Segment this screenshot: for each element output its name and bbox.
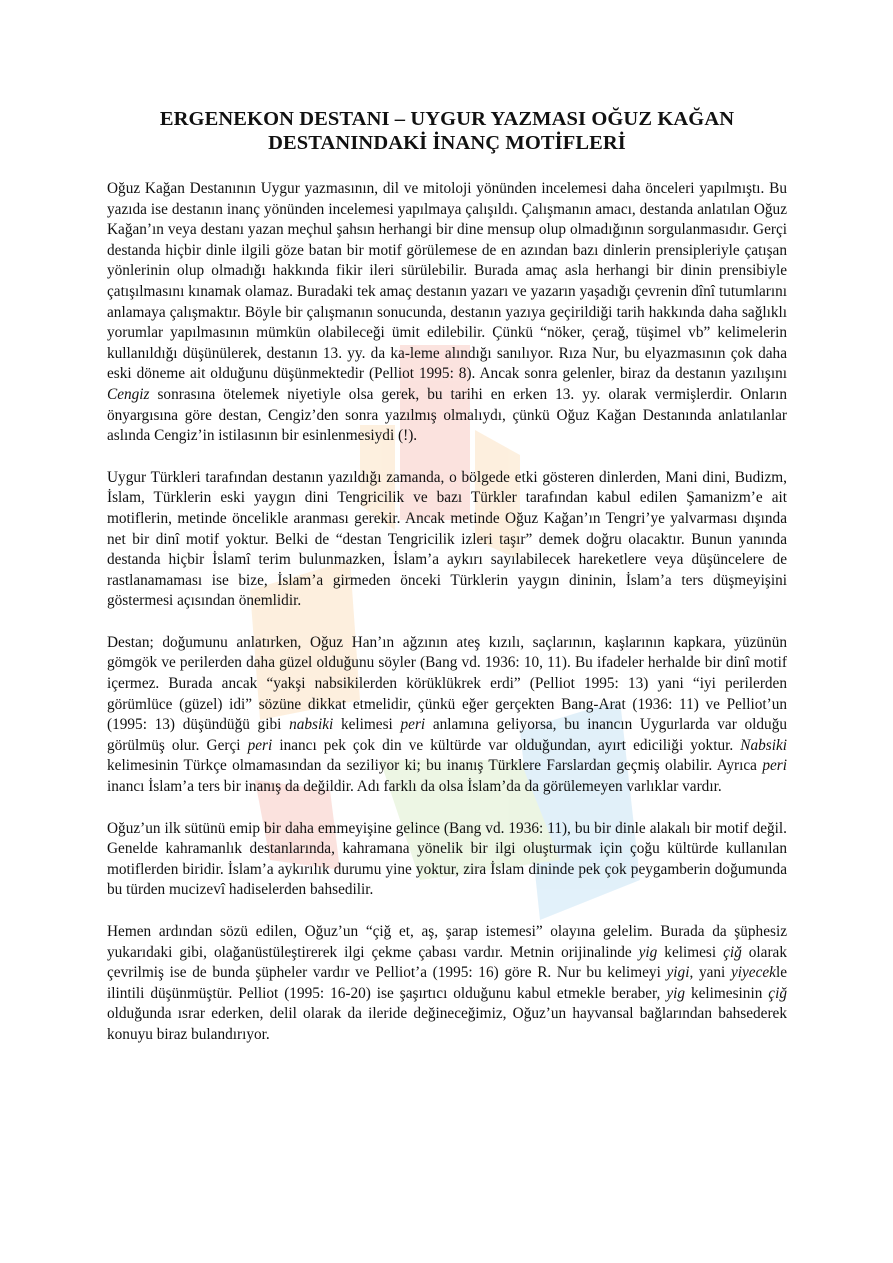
text-run: kelimesinin Türkçe olmamasından da seziliyor ki; bu inanış Türklere Farslardan geçmiş olabilir. Ayrıca [107,757,763,775]
paragraph [107,468,787,612]
italic-term: peri [247,736,273,754]
text-run: Oğuz Kağan Destanının Uygur yazmasının, dil ve mitoloji yönünden incelemesi daha önceleri yapılmıştı. Bu yazıda ise destanın inanç yönünden incelemesi yapılmaya çalışıldı. Çalışmanın amacı, destanda anlatılan Oğuz Kağan’ın veya destanı yazan meçhul şahsın herhangi bir dine mensup olup olmadığının sorgulanmasıdır. Gerçi destanda hiçbir dinle ilgili göze batan bir motif görülemese de en azından bazı dinlerin prensipleriyle çatışan yönlerinin olup olmadığı hakkında fikir ileri sürülebilir. Burada amaç asla herhangi bir dinin prensibiyle çatışılmasını kınamak olamaz. Buradaki tek amaç destanın yazarı ve yazarın yaşadığı çevrenin dînî tutumlarını anlamaya çalışmaktır. Böyle bir çalışmanın sonucunda, destanın yazıya geçirildiği tarih hakkında daha sağlıklı yorumlar yapılmasının mümkün olabileceği ümit edilebilir. Çünkü “nöker, çerağ, tüşimel vb” kelimelerin kullanıldığı düşünülerek, destanın 13. yy. da ka-leme alındığı sanılıyor. Rıza Nur, bu elyazmasının çok daha eski döneme ait olduğunu düşünmektedir (Pelliot 1995: 8). Ancak sonra gelenler, biraz da destanın yazılışını [107,180,787,383]
text-run: olarak çevrilmiş ise de bunda şüpheler vardır ve Pelliot’a (1995: 16) göre R. Nur bu kelimeyi [107,943,787,982]
italic-term: yig [638,943,658,961]
document-title [107,107,787,155]
text-run: kelimesi [333,716,401,734]
text-run: anlamına geliyorsa, bu inancın Uygurlarda var olduğu görülmüş olur. Gerçi [107,716,787,754]
italic-term: yigi [666,964,690,982]
italic-term: yig [666,984,686,1002]
text-run: inancı İslam’a ters bir inanış da değildir. Adı farklı da olsa İslam’da da görülemeyen varlıklar vardır. [107,778,722,796]
paragraph [107,179,787,447]
italic-term: çiğ [723,943,742,961]
title-line-1: ERGENEKON DESTANI – UYGUR YAZMASI OĞUZ KAĞAN [159,108,735,130]
text-run: , yani [689,964,731,982]
italic-term: peri [400,716,426,734]
text-run: sonrasına ötelemek niyetiyle olsa gerek, bu tarihi en erken 13. yy. olarak vermişlerdir. Onların önyargısına göre destan, Cengiz’den sonra yazılmış olmalıydı, çünkü Oğuz Kağan Destanında anlatılanlar aslında Cengiz’in istilasının bir esinlenmesiydi (!). [107,385,787,445]
italic-term: peri [762,757,787,775]
text-run: Uygur Türkleri tarafından destanın yazıldığı zamanda, o bölgede etki gösteren dinlerden, Mani dini, Budizm, İslam, Türklerin eski yaygın dini Tengricilik ve bazı Türkler tarafından kabul edilen Şamanizm’e ait motiflerin, metinde öncelikle aranması gerekir. Ancak metinde Oğuz Kağan’ın Tengri’ye yalvarması dışında net bir dinî motif yoktur. Belki de “destan Tengricilik izleri taşır” demek doğru olacaktır. Bunun yanında destanda hiçbir İslamî terim bulunmazken, İslam’a aykırı sayılabilecek hareketlere veya düşüncelere de rastlanamaması ise bize, İslam’a girmeden önceki Türklerin yaygın dininin, İslam’a ters düşmeyişini göstermesi açısından önemlidir. [107,468,787,610]
paragraph [107,633,787,798]
text-run: kelimesinin [685,984,769,1002]
text-run: olduğunda ısrar ederken, delil olarak da ileride değineceğimiz, Oğuz’un hayvansal bağlarından bahsederek konuyu biraz bulandırıyor. [107,1005,787,1043]
title-line-2: DESTANINDAKİ İNANÇ MOTİFLERİ [268,132,626,154]
text-run: kelimesi [657,943,724,961]
italic-term: nabsiki [289,716,334,734]
paragraph [107,922,787,1046]
italic-term: Nabsiki [740,736,787,754]
text-run: Oğuz’un ilk sütünü emip bir daha emmeyişine gelince (Bang vd. 1936: 11), bu bir dinle alakalı bir motif değil. Genelde kahramanlık destanlarında, kahramana yönelik bir ilgi oluşturmak için çoğu kültürde kullanılan motiflerden biridir. İslam’a aykırılık durumu yine yoktur, zira İslam dininde pek çok peygamberin doğumunda bu türden mucizevî hadiselerden bahsedilir. [107,819,787,899]
text-run: inancı pek çok din ve kültürde var olduğundan, ayırt ediciliği yoktur. [272,736,741,754]
text-run: Destan; doğumunu anlatırken, Oğuz Han’ın ağzının ateş kızılı, saçlarının, kaşlarının kapkara, yüzünün gömgök ve perilerden daha güzel olduğunu söyler (Bang vd. 1936: 10, 11). Bu ifadeler herhalde bir dinî motif içermez. Burada ancak “yakşi nabsikilerden körüklükrek erdi” (Pelliot 1995: 13) yani “iyi perilerden görümlüce (güzel) idi” sözüne dikkat etmelidir, çünkü eğer gerçekten Bang-Arat (1936: 11) ve Pelliot’un (1995: 13) düşündüğü gibi [107,633,787,734]
italic-term: çiğ [768,984,787,1002]
document-page [107,107,787,1067]
paragraph [107,819,787,901]
italic-term: Cengiz [107,385,150,403]
text-run: Hemen ardından sözü edilen, Oğuz’un “çiğ et, aş, şarap istemesi” olayına gelelim. Burada da şüphesiz yukarıdaki gibi, olağanüstüleştirerek ilgi çekme çabası vardır. Metnin orijinalinde [107,923,787,961]
italic-term: yiyecek [730,964,776,982]
text-run: le ilintili düşünmüştür. Pelliot (1995: 16-20) ise şaşırtıcı olduğunu kabul etmekle beraber, [107,964,788,1002]
